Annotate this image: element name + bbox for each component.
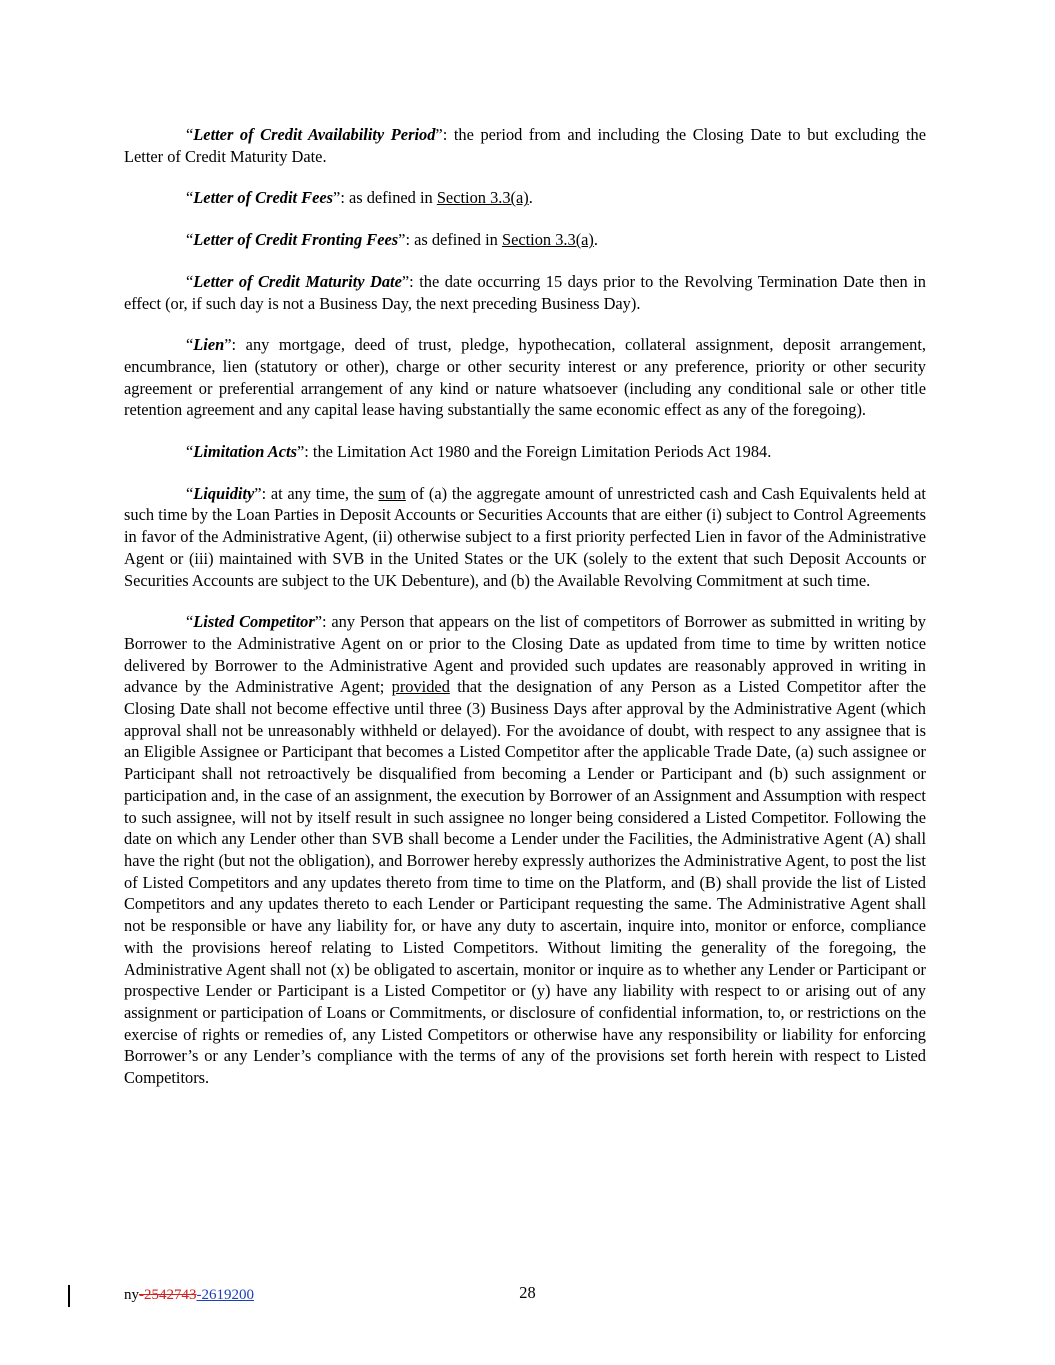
definition-limitation-acts — [124, 441, 926, 463]
open-quote: “ — [186, 335, 194, 355]
close-quote: ” — [401, 271, 410, 291]
document-body — [124, 124, 926, 1109]
section-reference: Section 3.3(a) — [436, 188, 529, 208]
definition-text-end: . — [593, 230, 599, 250]
close-quote: ” — [314, 612, 322, 632]
defined-term: Letter of Credit Fees — [193, 188, 334, 208]
definition-text: : as defined in — [340, 188, 437, 208]
definition-loc-fronting-fees — [124, 229, 926, 251]
underlined-word: provided — [391, 677, 450, 697]
defined-term: Letter of Credit Fronting Fees — [193, 230, 399, 250]
close-quote: ” — [224, 335, 232, 355]
doc-prefix: ny — [124, 1287, 139, 1303]
defined-term: Letter of Credit Maturity Date — [193, 271, 402, 291]
underlined-word: sum — [378, 483, 406, 503]
definition-text-end: . — [528, 188, 533, 208]
definition-text-end: of (a) the aggregate amount of unrestricted cash and Cash Equivalents held at such time by the Loan Parties in Deposit Accounts or Securities Accounts that are either (i) subject to Control Agreements in favor of the Administrative Agent, (ii) otherwise subject to a first priority perfected Lien in favor of the Administrative Agent or (iii) maintained with SVB in the United States or the UK (solely to the extent that such Deposit Accounts or Securities Accounts are subject to the UK Debenture), and (b) the Available Revolving Commitment at such time. — [124, 483, 926, 590]
open-quote: “ — [186, 125, 194, 144]
open-quote: “ — [186, 612, 194, 632]
definition-loc-maturity-date — [124, 271, 926, 314]
definition-text: : the Limitation Act 1980 and the Foreign Limitation Periods Act 1984. — [304, 442, 772, 462]
definition-lien — [124, 334, 926, 421]
definition-text: : at any time, the — [261, 483, 379, 503]
definition-text: : as defined in — [405, 230, 502, 250]
close-quote: ” — [333, 188, 341, 208]
close-quote: ” — [296, 442, 305, 462]
definition-text: : any Person that appears on the list of competitors of Borrower as submitted in writing by Borrower to the Administrative Agent on or prior to the Closing Date as updated from time to time by written notice delivered by Borrower to the Administrative Agent and provided such updates are reasonably approved in writing in advance by the Administrative Agent; — [124, 612, 926, 697]
definition-text: : any mortgage, deed of trust, pledge, hypothecation, collateral assignment, deposit arrangement, encumbrance, lien (statutory or other), charge or other security interest or any preference, priority or other security agreement or preferential arrangement of any kind or nature whatsoever (including any conditional sale or other title retention agreement and any capital lease having substantially the same economic effect as any of the foregoing). — [124, 335, 926, 420]
open-quote: “ — [186, 271, 194, 291]
close-quote: ” — [254, 483, 262, 503]
definition-text-end: that the designation of any Person as a Listed Competitor after the Closing Date shall not become effective until three (3) Business Days after approval by the Administrative Agent (which approval shall not be unreasonably withheld or delayed). For the avoidance of doubt, with respect to any assignee that is an Eligible Assignee or Participant that becomes a Listed Competitor after the applicable Trade Date, (a) such assignee or Participant shall not retroactively be disqualified from becoming a Lender or Participant and (b) such assignment or participation and, in the case of an assignment, the execution by Borrower of an Assignment and Assumption with respect to such assignee, will not by itself result in such assignee no longer being considered a Listed Competitor. Following the date on which any Lender other than SVB shall become a Lender under the Facilities, the Administrative Agent (A) shall have the right (but not the obligation), and Borrower hereby expressly authorizes the Administrative Agent, to post the list of Listed Competitors and any updates thereto from time to time on the Platform, and (B) shall provide the list of Listed Competitors and any updates thereto to each Lender or Participant requesting the same. The Administrative Agent shall not be responsible or have any liability for, or have any duty to ascertain, inquire into, monitor or enforce, compliance with the provisions hereof relating to Listed Competitors. Without limiting the generality of the foregoing, the Administrative Agent shall not (x) be obligated to ascertain, monitor or inquire as to whether any Lender or Participant or prospective Lender or Participant is a Listed Competitor or (y) have any liability with respect to or arising out of any assignment or participation of Loans or Commitments, or disclosure of confidential information, to, or restrictions on the exercise of rights or remedies of, any Listed Competitors or otherwise have any responsibility or liability for enforcing Borrower’s or any Lender’s compliance with the terms of any of the provisions set forth herein with respect to Listed Competitors. — [124, 677, 926, 1088]
defined-term: Lien — [193, 335, 225, 355]
definition-loc-fees — [124, 187, 926, 209]
definition-text: : the date occurring 15 days prior to the Revolving Termination Date then in effect (or, if such day is not a Business Day, the next preceding Business Day). — [124, 271, 926, 313]
open-quote: “ — [186, 442, 194, 462]
defined-term: Limitation Acts — [193, 442, 297, 462]
section-reference: Section 3.3(a) — [501, 230, 594, 250]
deleted-doc-number: -2542743 — [139, 1287, 197, 1303]
close-quote: ” — [435, 125, 443, 144]
close-quote: ” — [398, 230, 406, 250]
definition-liquidity — [124, 483, 926, 592]
defined-term: Listed Competitor — [193, 612, 315, 632]
defined-term: Letter of Credit Availability Period — [193, 125, 436, 144]
page-number: 28 — [519, 1283, 536, 1302]
open-quote: “ — [186, 483, 194, 503]
definition-listed-competitor — [124, 611, 926, 1088]
defined-term: Liquidity — [193, 483, 255, 503]
definition-text: : the period from and including the Closing Date to but excluding the Letter of Credit Maturity Date. — [124, 125, 926, 166]
open-quote: “ — [186, 230, 194, 250]
definition-loc-availability-period — [124, 124, 926, 167]
open-quote: “ — [186, 188, 194, 208]
inserted-doc-number: -2619200 — [196, 1287, 254, 1303]
